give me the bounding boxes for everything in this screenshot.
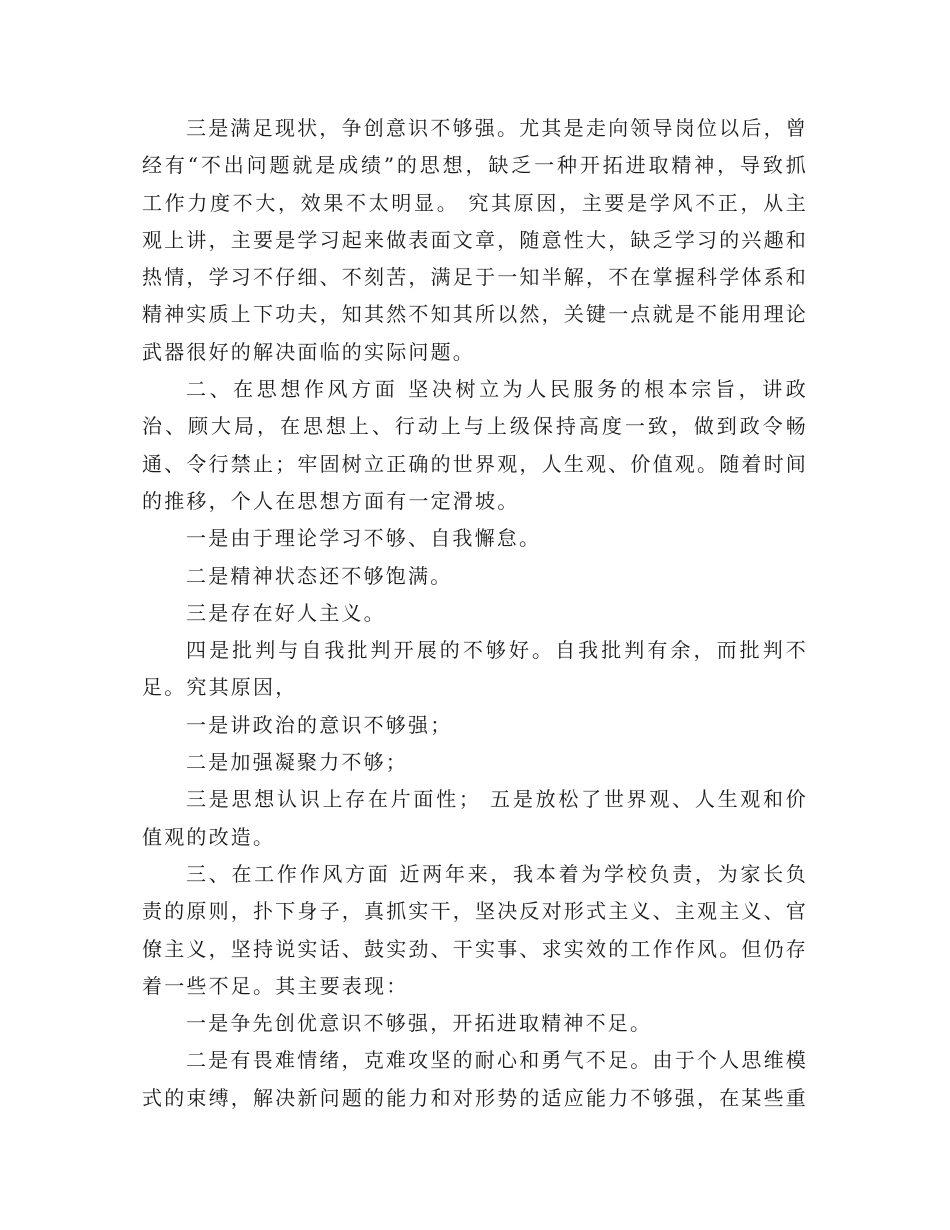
- paragraph-11: 一是争先创优意识不够强，开拓进取精神不足。: [186, 1011, 653, 1036]
- paragraph-5: 三是存在好人主义。: [186, 600, 386, 625]
- paragraph-9: 三是思想认识上存在片面性； 五是放松了世界观、人生观和价值观的改造。: [142, 787, 808, 849]
- paragraph-7: 一是讲政治的意识不够强；: [186, 712, 453, 737]
- paragraph-6: 四是批判与自我批判开展的不够好。自我批判有余，而批判不足。究其原因，: [142, 638, 808, 700]
- paragraph-8: 二是加强凝聚力不够；: [186, 750, 408, 775]
- paragraph-2: 二、在思想作风方面 坚决树立为人民服务的根本宗旨，讲政治、顾大局，在思想上、行动上与上级保持高度一致，做到政令畅通、令行禁止；牢固树立正确的世界观，人生观、价值观。随着时间的推移，个人在思想方面有一定滑坡。: [142, 377, 808, 513]
- paragraph-4: 二是精神状态还不够饱满。: [186, 563, 453, 588]
- document-body: [142, 110, 808, 1117]
- paragraph-12: 二是有畏难情绪，克难攻坚的耐心和勇气不足。由于个人思维模式的束缚，解决新问题的能力和对形势的适应能力不够强，在某些重: [142, 1048, 808, 1110]
- paragraph-3: 一是由于理论学习不够、自我懈怠。: [186, 526, 542, 551]
- paragraph-1: 三是满足现状，争创意识不够强。尤其是走向领导岗位以后，曾经有“不出问题就是成绩”的思想，缺乏一种开拓进取精神，导致抓工作力度不大，效果不太明显。 究其原因，主要是学风不正，从主观上讲，主要是学习起来做表面文章，随意性大，缺乏学习的兴趣和热情，学习不仔细、不刻苦，满足于一知半解，不在掌握科学体系和精神实质上下功夫，知其然不知其所以然，关键一点就是不能用理论武器很好的解决面临的实际问题。: [142, 116, 808, 364]
- paragraph-10: 三、在工作作风方面 近两年来，我本着为学校负责，为家长负责的原则，扑下身子，真抓实干，坚决反对形式主义、主观主义、官僚主义，坚持说实话、鼓实劲、干实事、求实效的工作作风。但仍存着一些不足。其主要表现：: [142, 861, 808, 998]
